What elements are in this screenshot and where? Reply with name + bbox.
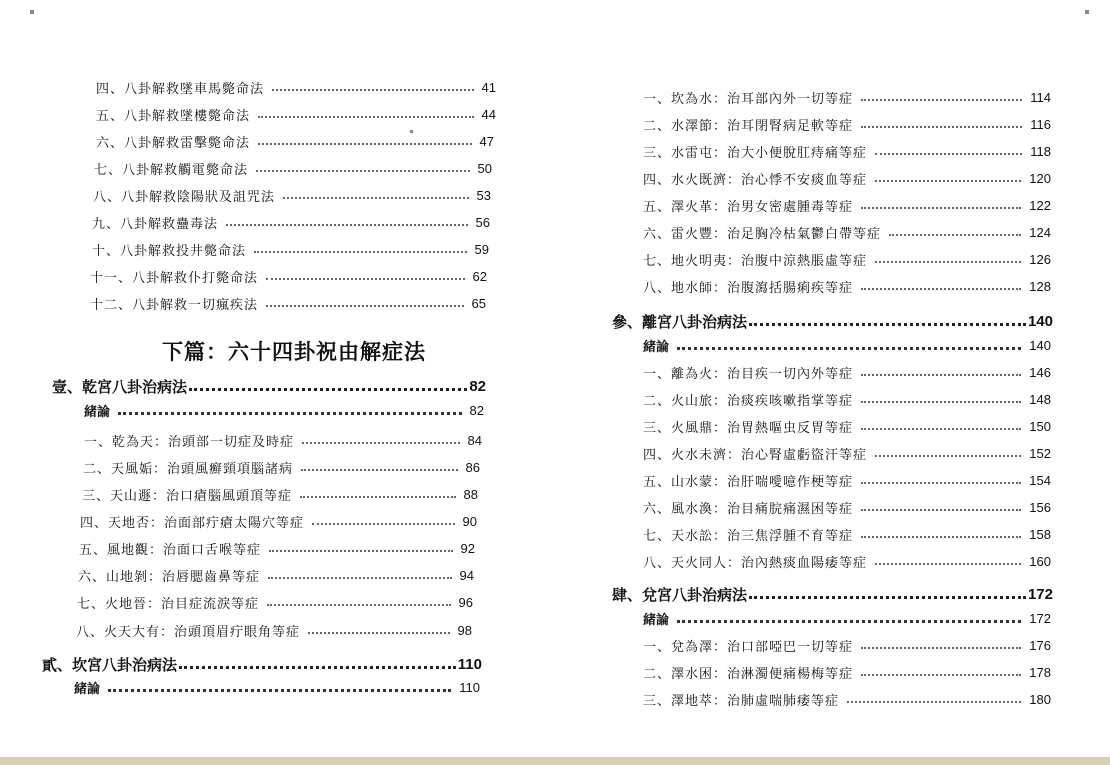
dot-leader — [875, 180, 1021, 182]
toc-entry-label: 四、八卦解救墜車馬斃命法 — [96, 81, 265, 96]
dot-leader — [861, 509, 1021, 511]
toc-entry-page: 158 — [1029, 526, 1051, 542]
toc-entry[interactable] — [643, 444, 1051, 462]
dot-leader — [268, 577, 452, 579]
toc-entry-label: 二、澤水困：治淋濁便痛楊梅等症 — [643, 666, 854, 681]
toc-entry-page: 88 — [463, 486, 478, 502]
toc-entry-label: 十二、八卦解救一切瘋疾法 — [90, 297, 259, 312]
toc-entry-page: 118 — [1030, 143, 1051, 159]
toc-entry-page: 96 — [458, 594, 473, 610]
dot-leader — [258, 143, 472, 145]
toc-entry-page: 86 — [465, 459, 480, 475]
toc-entry[interactable] — [96, 78, 496, 96]
dot-leader — [875, 563, 1021, 565]
section-heading[interactable] — [42, 654, 482, 674]
toc-entry-page: 110 — [459, 679, 480, 695]
dot-leader — [875, 153, 1022, 155]
toc-entry[interactable] — [643, 223, 1051, 241]
toc-entry-label: 七、地火明夷：治腹中涼熱脹虛等症 — [643, 253, 868, 268]
section-heading-label: 肆、兌宮八卦治病法 — [612, 585, 748, 604]
toc-entry-label: 十一、八卦解救仆打斃命法 — [90, 270, 259, 285]
dot-leader — [861, 674, 1021, 676]
dot-leader — [847, 701, 1021, 703]
dot-leader — [875, 455, 1021, 457]
toc-entry-label: 七、火地晉：治目症流淚等症 — [77, 596, 260, 611]
toc-entry[interactable] — [92, 240, 489, 258]
toc-entry-page: 126 — [1029, 251, 1051, 267]
section-heading-label: 參、離宮八卦治病法 — [612, 312, 748, 331]
dot-leader — [749, 323, 1026, 326]
toc-entry-page: 84 — [467, 432, 482, 448]
toc-entry-label: 八、天火同人：治內熱痰血陽痿等症 — [643, 555, 868, 570]
toc-entry-page: 59 — [474, 241, 489, 257]
toc-entry[interactable] — [643, 88, 1051, 106]
dot-leader — [267, 604, 451, 606]
toc-entry-page: 124 — [1029, 224, 1051, 240]
dot-leader — [266, 305, 464, 307]
dot-leader — [254, 251, 467, 253]
toc-entry-page: 178 — [1029, 664, 1051, 680]
dot-leader — [861, 482, 1021, 484]
section-heading-page: 110 — [457, 655, 482, 673]
dot-leader — [108, 689, 451, 692]
toc-entry-label: 八、地水師：治腹瀉括腸痢疾等症 — [643, 280, 854, 295]
toc-entry-page: 146 — [1029, 364, 1051, 380]
dot-leader — [861, 99, 1022, 101]
toc-entry-label: 三、澤地萃：治肺虛喘肺痿等症 — [643, 693, 840, 708]
toc-entry[interactable] — [643, 498, 1051, 516]
toc-entry[interactable] — [80, 512, 477, 530]
toc-entry-page: 44 — [481, 106, 496, 122]
toc-entry-label: 三、火風鼎：治胃熱嘔虫反胃等症 — [643, 420, 854, 435]
page-footer-band — [0, 757, 1110, 765]
toc-entry-page: 116 — [1030, 116, 1051, 132]
scan-speck — [1085, 10, 1089, 14]
toc-entry[interactable] — [79, 539, 475, 557]
toc-entry-label: 二、火山旅：治痰疾咳嗽指掌等症 — [643, 393, 854, 408]
toc-entry[interactable] — [643, 196, 1051, 214]
toc-entry-label: 九、八卦解救蠱毒法 — [92, 216, 219, 231]
left-page — [0, 0, 550, 765]
section-heading[interactable] — [52, 376, 486, 396]
toc-entry-label: 四、天地否：治面部疔瘡太陽穴等症 — [80, 515, 305, 530]
toc-entry-label: 八、八卦解救陰陽狀及詛咒法 — [93, 189, 276, 204]
toc-entry[interactable] — [643, 363, 1051, 381]
toc-entry-label: 六、八卦解救雷擊斃命法 — [96, 135, 251, 150]
toc-entry[interactable] — [643, 417, 1051, 435]
dot-leader — [266, 278, 465, 280]
toc-entry[interactable] — [92, 213, 490, 231]
toc-entry-label: 三、天山遯：治口瘡腦風頭頂等症 — [82, 488, 293, 503]
dot-leader — [677, 347, 1021, 350]
dot-leader — [179, 666, 456, 669]
toc-entry-page: 176 — [1029, 637, 1051, 653]
dot-leader — [749, 596, 1026, 599]
dot-leader — [118, 412, 462, 415]
toc-entry[interactable] — [93, 186, 491, 204]
toc-entry-page: 98 — [457, 622, 472, 638]
dot-leader — [272, 89, 474, 91]
toc-intro-entry[interactable] — [643, 336, 1051, 354]
dot-leader — [861, 536, 1021, 538]
section-heading-page: 140 — [1027, 312, 1053, 330]
toc-entry-label: 一、離為火：治目疾一切內外等症 — [643, 366, 854, 381]
toc-entry-page: 90 — [462, 513, 477, 529]
toc-entry[interactable] — [78, 566, 474, 584]
toc-entry-page: 128 — [1029, 278, 1051, 294]
toc-entry[interactable] — [83, 458, 480, 476]
toc-entry-page: 140 — [1029, 337, 1051, 353]
toc-entry[interactable] — [90, 294, 486, 312]
toc-entry-page: 114 — [1030, 89, 1051, 105]
toc-intro-entry[interactable] — [84, 401, 484, 419]
dot-leader — [861, 647, 1021, 649]
dot-leader — [301, 469, 458, 471]
toc-entry-label: 四、火水未濟：治心腎虛虧盜汗等症 — [643, 447, 868, 462]
toc-entry[interactable] — [643, 663, 1051, 681]
toc-entry-page: 154 — [1029, 472, 1051, 488]
toc-entry-label: 緒論 — [84, 404, 111, 419]
dot-leader — [269, 550, 453, 552]
right-page — [555, 0, 1110, 765]
toc-entry-label: 六、風水渙：治目痛脘痛濕困等症 — [643, 501, 854, 516]
toc-entry-label: 六、山地剝：治唇腮齒鼻等症 — [78, 569, 261, 584]
toc-entry[interactable] — [643, 142, 1051, 160]
dot-leader — [312, 523, 455, 525]
dot-leader — [258, 116, 474, 118]
toc-entry-page: 50 — [477, 160, 492, 176]
dot-leader — [861, 401, 1021, 403]
toc-entry-label: 緒論 — [643, 612, 670, 627]
toc-intro-entry[interactable] — [74, 678, 480, 696]
toc-entry-label: 七、天水訟：治三焦浮腫不育等症 — [643, 528, 854, 543]
toc-entry-label: 六、雷火豐：治足胸冷枯氣鬱白帶等症 — [643, 226, 882, 241]
toc-entry-page: 53 — [476, 187, 491, 203]
dot-leader — [256, 170, 470, 172]
toc-entry-page: 41 — [481, 79, 496, 95]
toc-entry-label: 緒論 — [643, 339, 670, 354]
dot-leader — [226, 224, 468, 226]
toc-entry[interactable] — [643, 636, 1051, 654]
toc-entry[interactable] — [96, 132, 494, 150]
dot-leader — [861, 288, 1021, 290]
toc-entry[interactable] — [643, 552, 1051, 570]
toc-entry[interactable] — [84, 431, 482, 449]
dot-leader — [308, 632, 450, 634]
dot-leader — [889, 234, 1021, 236]
toc-entry-label: 一、坎為水：治耳部內外一切等症 — [643, 91, 854, 106]
toc-entry-page: 94 — [459, 567, 474, 583]
part-title: 下篇：六十四卦祝由解症法 — [162, 339, 426, 364]
section-heading[interactable] — [612, 311, 1053, 331]
dot-leader — [300, 496, 456, 498]
toc-entry[interactable] — [94, 159, 492, 177]
toc-entry[interactable] — [643, 525, 1051, 543]
toc-entry-label: 一、兌為澤：治口部啞巴一切等症 — [643, 639, 854, 654]
toc-entry-label: 十、八卦解救投井斃命法 — [92, 243, 247, 258]
section-heading-page: 172 — [1027, 585, 1053, 603]
toc-entry-page: 56 — [475, 214, 490, 230]
toc-entry-page: 160 — [1029, 553, 1051, 569]
dot-leader — [861, 126, 1022, 128]
toc-entry[interactable] — [90, 267, 487, 285]
scan-speck — [410, 130, 413, 133]
dot-leader — [283, 197, 469, 199]
toc-entry-page: 180 — [1029, 691, 1051, 707]
toc-entry-page: 120 — [1029, 170, 1051, 186]
toc-entry[interactable] — [643, 471, 1051, 489]
toc-entry-page: 92 — [460, 540, 475, 556]
toc-entry[interactable] — [643, 690, 1051, 708]
toc-entry-label: 八、火天大有：治頭頂眉疔眼角等症 — [76, 624, 301, 639]
toc-entry-page: 62 — [472, 268, 487, 284]
toc-entry[interactable] — [643, 277, 1051, 295]
dot-leader — [677, 620, 1021, 623]
toc-entry-label: 二、水澤節：治耳閉腎病足軟等症 — [643, 118, 854, 133]
section-heading-page: 82 — [469, 377, 486, 395]
toc-entry-page: 65 — [471, 295, 486, 311]
toc-entry-label: 三、水雷屯：治大小便脫肛痔痛等症 — [643, 145, 868, 160]
toc-entry-label: 緒論 — [74, 681, 101, 696]
dot-leader — [861, 428, 1021, 430]
section-heading-label: 貳、坎宮八卦治病法 — [42, 655, 178, 674]
toc-entry-page: 47 — [479, 133, 494, 149]
section-heading-label: 壹、乾宮八卦治病法 — [52, 377, 188, 396]
toc-entry[interactable] — [96, 105, 496, 123]
dot-leader — [189, 388, 467, 391]
toc-entry-label: 一、乾為天：治頭部一切症及時症 — [84, 434, 295, 449]
toc-intro-entry[interactable] — [643, 609, 1051, 627]
toc-entry-page: 172 — [1029, 610, 1051, 626]
toc-entry-page: 150 — [1029, 418, 1051, 434]
dot-leader — [861, 207, 1021, 209]
toc-entry-label: 二、天風姤：治頭風癬頸項腦諸病 — [83, 461, 294, 476]
toc-entry-label: 五、山水蒙：治肝喘噯噫作梗等症 — [643, 474, 854, 489]
toc-entry[interactable] — [643, 250, 1051, 268]
toc-entry-page: 122 — [1029, 197, 1051, 213]
toc-entry-label: 四、水火既濟：治心悸不安痰血等症 — [643, 172, 868, 187]
toc-entry-page: 148 — [1029, 391, 1051, 407]
toc-entry-label: 五、澤火革：治男女密處腫毒等症 — [643, 199, 854, 214]
toc-entry-page: 152 — [1029, 445, 1051, 461]
toc-entry[interactable] — [643, 169, 1051, 187]
toc-entry[interactable] — [76, 621, 472, 639]
toc-entry-page: 156 — [1029, 499, 1051, 515]
section-heading[interactable] — [612, 584, 1053, 604]
toc-entry[interactable] — [643, 390, 1051, 408]
toc-entry-label: 七、八卦解救觸電斃命法 — [94, 162, 249, 177]
scan-speck — [30, 10, 34, 14]
toc-entry[interactable] — [643, 115, 1051, 133]
toc-entry[interactable] — [82, 485, 478, 503]
toc-entry[interactable] — [77, 593, 473, 611]
dot-leader — [861, 374, 1021, 376]
dot-leader — [875, 261, 1021, 263]
toc-entry-page: 82 — [469, 402, 484, 418]
toc-entry-label: 五、八卦解救墜樓斃命法 — [96, 108, 251, 123]
toc-entry-label: 五、風地觀：治面口舌喉等症 — [79, 542, 262, 557]
dot-leader — [302, 442, 460, 444]
